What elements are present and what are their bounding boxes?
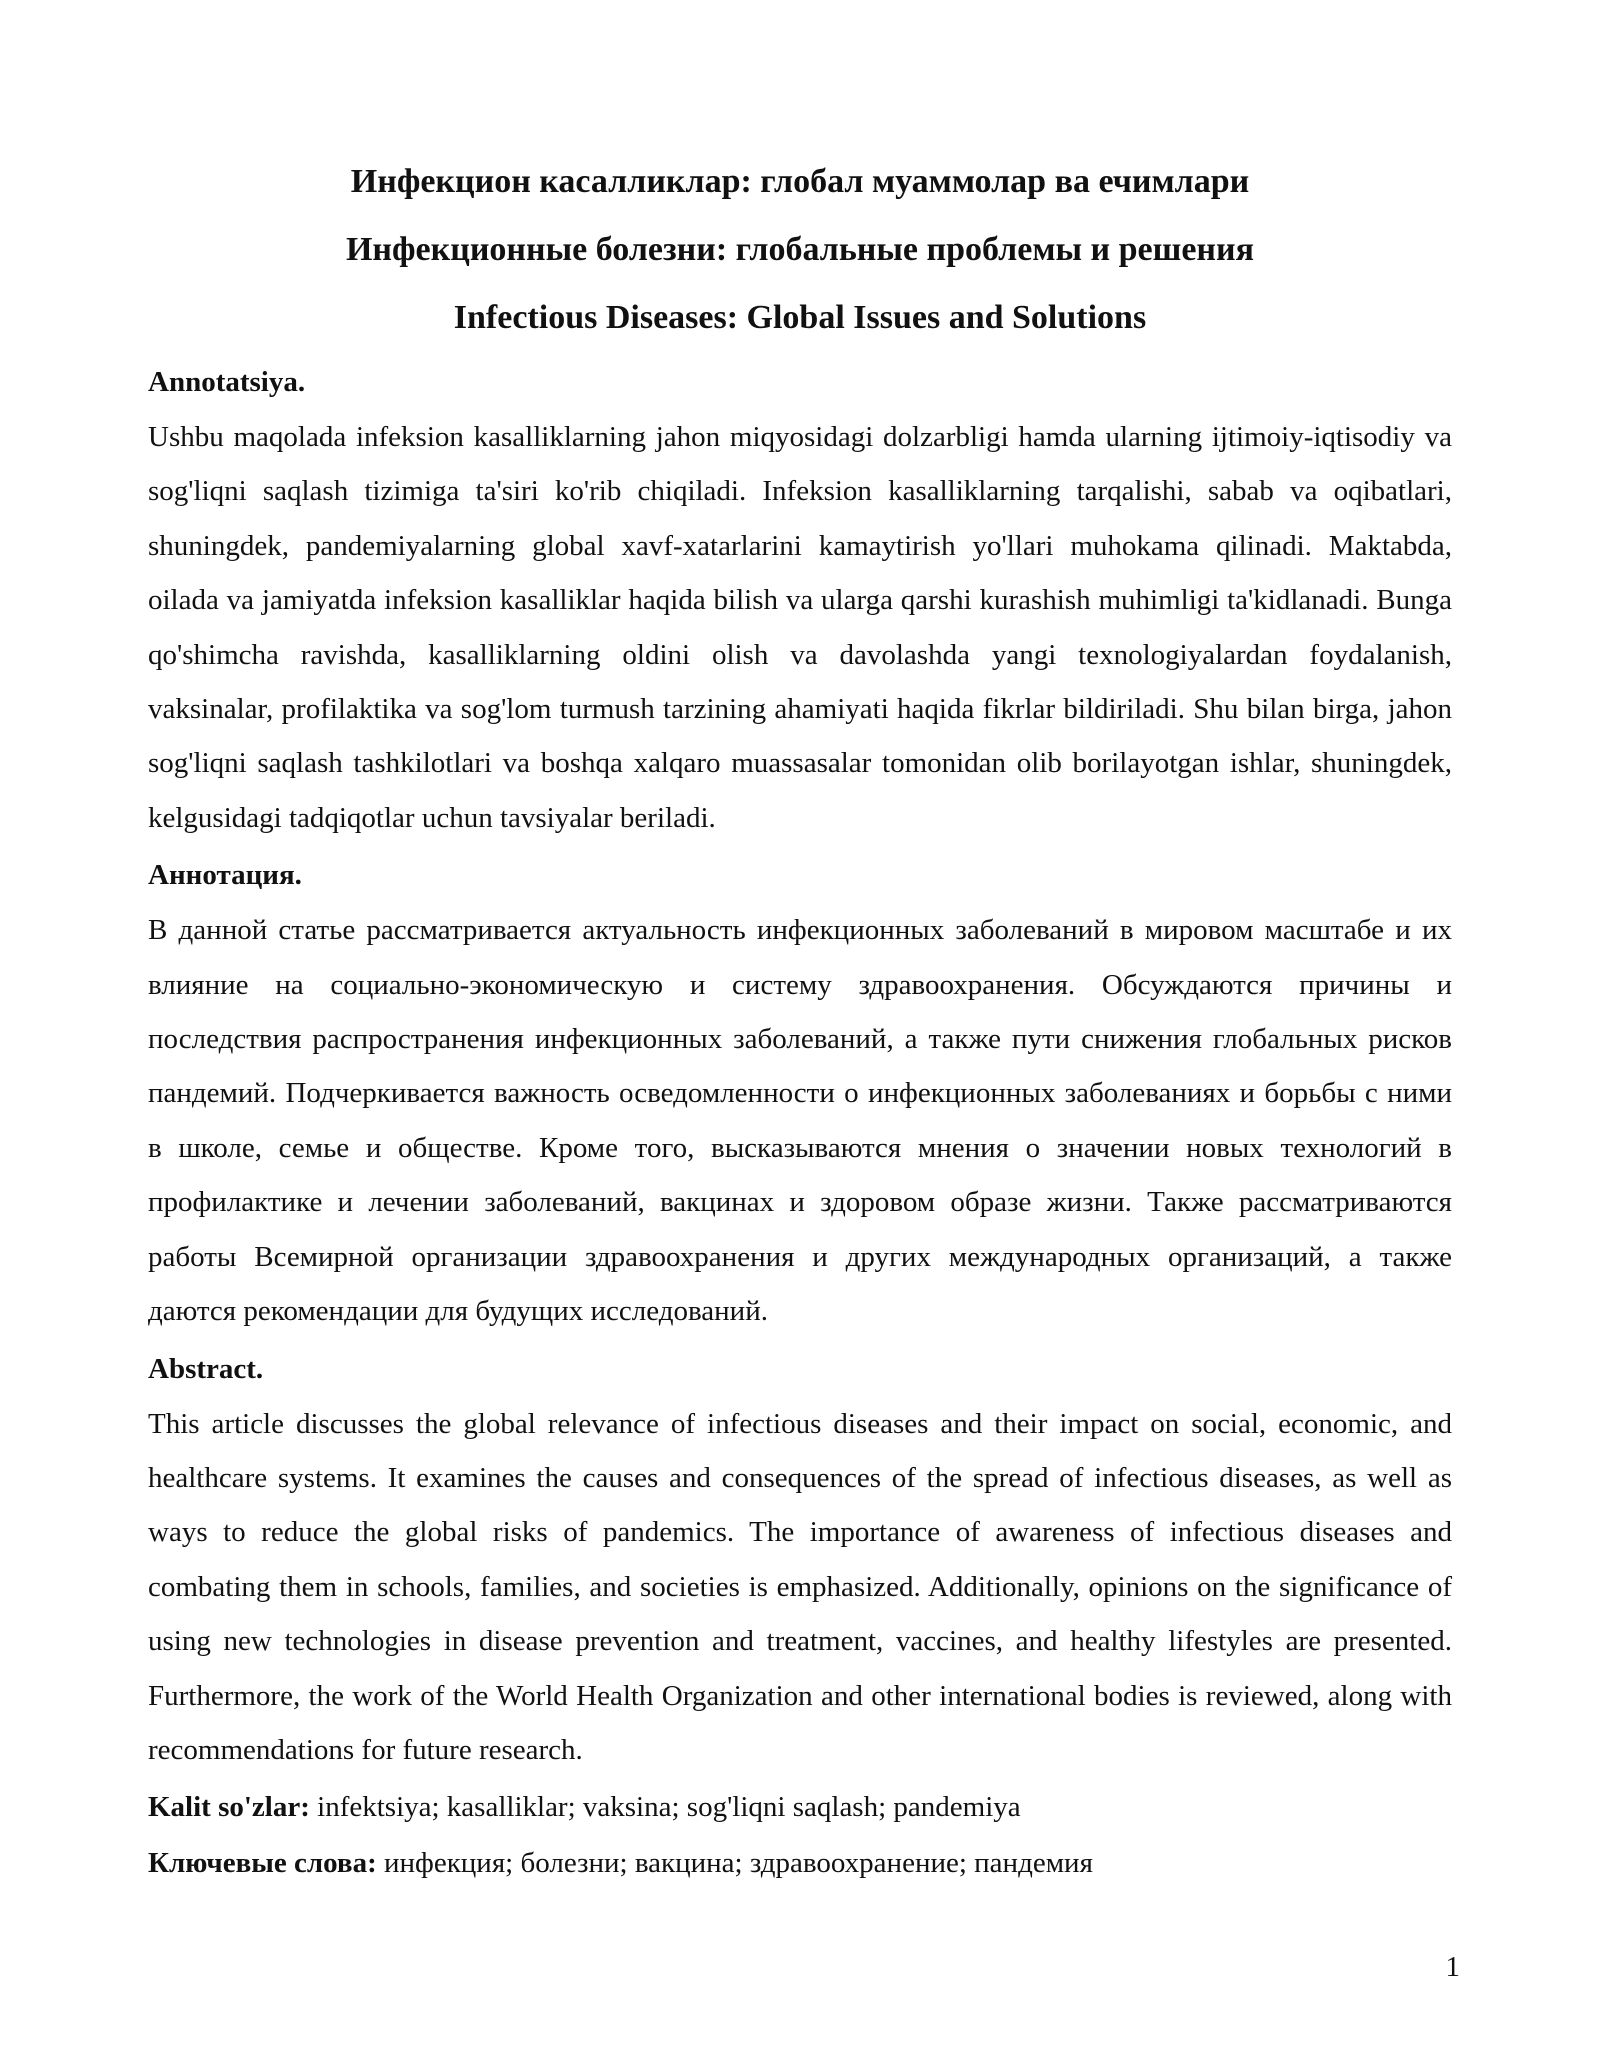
keywords-uzbek-value: infektsiya; kasalliklar; vaksina; sog'liqni saqlash; pandemiya bbox=[309, 1791, 1021, 1824]
abstract-english-section bbox=[148, 1347, 1452, 1778]
annotation-russian-heading: Аннотация. bbox=[148, 859, 302, 892]
title-english: Infectious Diseases: Global Issues and Solutions bbox=[453, 299, 1147, 336]
keywords-uzbek-label: Kalit so'zlar: bbox=[148, 1791, 310, 1824]
keywords-russian-label: Ключевые слова: bbox=[148, 1847, 377, 1880]
document-page bbox=[148, 138, 1452, 1897]
annotation-russian-section bbox=[148, 853, 1452, 1338]
annotation-uzbek-section bbox=[148, 360, 1452, 845]
keywords-russian bbox=[148, 1841, 1452, 1885]
annotation-russian-text: В данной статье рассматривается актуальность инфекционных заболеваний в мировом масштабе и их влияние на социально-экономическую и систему здравоохранения. Обсуждаются причины и последствия распространения инфекционных заболеваний, а также пути снижения глобальных рисков пандемий. Подчеркивается важность осведомленности о инфекционных заболеваниях и борьбы с ними в школе, семье и обществе. Кроме того, высказываются мнения о значении новых технологий в профилактике и лечении заболеваний, вакцинах и здоровом образе жизни. Также рассматриваются работы Всемирной организации здравоохранения и других международных организаций, а также даются рекомендации для будущих исследований. bbox=[148, 914, 1452, 1328]
annotation-uzbek-heading: Annotatsiya. bbox=[148, 366, 306, 398]
keywords-uzbek bbox=[148, 1785, 1452, 1829]
abstract-english-heading: Abstract. bbox=[148, 1352, 264, 1385]
title-russian: Инфекционные болезни: глобальные проблемы и решения bbox=[345, 231, 1255, 268]
title-uzbek: Инфекцион касалликлар: глобал муаммолар ва ечимлари bbox=[350, 163, 1250, 200]
page-number: 1 bbox=[1445, 1951, 1460, 1983]
abstract-english-text: This article discusses the global relevance of infectious diseases and their impact on social, economic, and healthcare systems. It examines the causes and consequences of the spread of infectious diseases, as well as ways to reduce the global risks of pandemics. The importance of awareness of infectious diseases and combating them in schools, families, and societies is emphasized. Additionally, opinions on the significance of using new technologies in disease prevention and treatment, vaccines, and healthy lifestyles are presented. Furthermore, the work of the World Health Organization and other international bodies is reviewed, along with recommendations for future research. bbox=[148, 1407, 1452, 1766]
title-block bbox=[148, 148, 1452, 352]
annotation-uzbek-text: Ushbu maqolada infeksion kasalliklarning jahon miqyosidagi dolzarbligi hamda ularning ijtimoiy-iqtisodiy va sog'liqni saqlash tizimiga ta'siri ko'rib chiqiladi. Infeksion kasalliklarning tarqalishi, sabab va oqibatlari, shuningdek, pandemiyalarning global xavf-xatarlarini kamaytirish yo'llari muhokama qilinadi. Maktabda, oilada va jamiyatda infeksion kasalliklar haqida bilish va ularga qarshi kurashish muhimligi ta'kidlanadi. Bunga qo'shimcha ravishda, kasalliklarning oldini olish va davolashda yangi texnologiyalardan foydalanish, vaksinalar, profilaktika va sog'lom turmush tarzining ahamiyati haqida fikrlar bildiriladi. Shu bilan birga, jahon sog'liqni saqlash tashkilotlari va boshqa xalqaro muassasalar tomonidan olib borilayotgan ishlar, shuningdek, kelgusidagi tadqiqotlar uchun tavsiyalar beriladi. bbox=[148, 421, 1452, 834]
keywords-russian-value: инфекция; болезни; вакцина; здравоохранение; пандемия bbox=[376, 1847, 1093, 1880]
